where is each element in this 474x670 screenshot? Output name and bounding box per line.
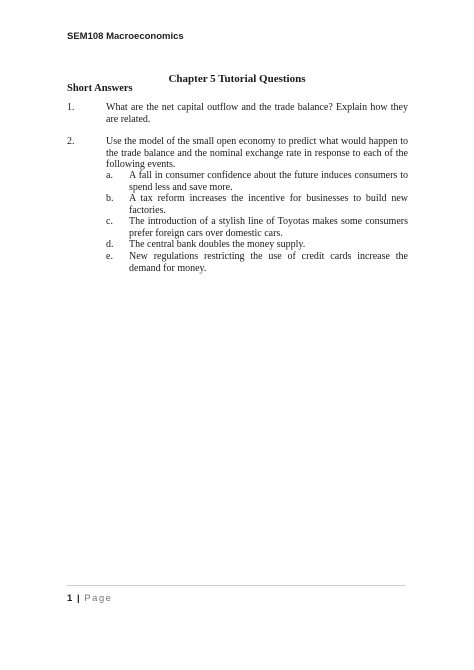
question-text: What are the net capital outflow and the trade balance? Explain how they are related. [106, 102, 408, 125]
part-letter: a. [106, 170, 113, 181]
part-text: The introduction of a stylish line of Toyotas makes some consumers prefer foreign cars over domestic cars. [129, 216, 408, 239]
section-heading: Short Answers [67, 83, 133, 94]
question-number: 1. [67, 102, 75, 113]
page-header: SEM108 Macroeconomics [67, 31, 184, 42]
page-footer [67, 593, 112, 604]
part-letter: c. [106, 216, 113, 227]
page-label: Page [84, 593, 113, 604]
part-text: New regulations restricting the use of credit cards increase the demand for money. [129, 251, 408, 274]
footer-separator: | [76, 593, 80, 604]
part-text: A fall in consumer confidence about the future induces consumers to spend less and save more. [129, 170, 408, 193]
question-number: 2. [67, 136, 75, 147]
part-text: A tax reform increases the incentive for businesses to build new factories. [129, 193, 408, 216]
part-letter: d. [106, 239, 114, 250]
footer-divider [67, 585, 406, 586]
part-letter: e. [106, 251, 113, 262]
part-text: The central bank doubles the money supply. [129, 239, 306, 250]
page-title: Chapter 5 Tutorial Questions [168, 73, 306, 85]
page-number: 1 [67, 593, 73, 604]
question-text: Use the model of the small open economy to predict what would happen to the trade balance and the nominal exchange rate in response to each of the following events. [106, 136, 408, 171]
part-letter: b. [106, 193, 114, 204]
